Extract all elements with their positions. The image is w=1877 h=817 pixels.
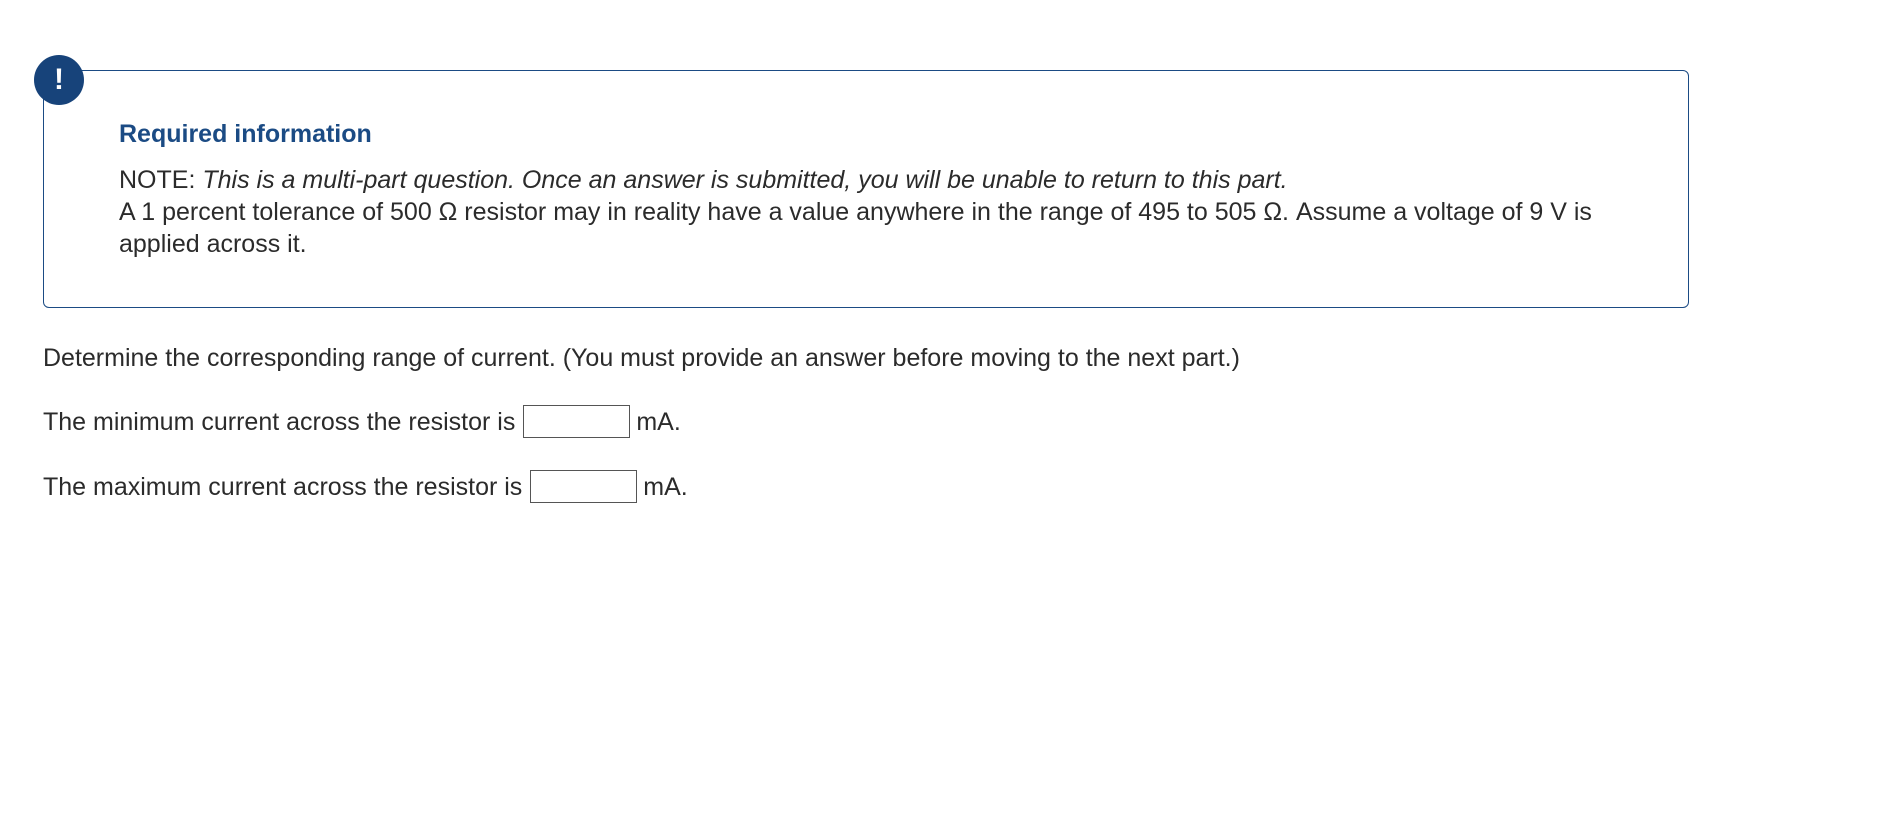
min-current-row xyxy=(43,405,681,438)
note-line xyxy=(119,164,1639,196)
info-title: Required information xyxy=(119,120,372,148)
note-text: This is a multi-part question. Once an answer is submitted, you will be unable to return to this part. xyxy=(202,166,1288,194)
note-label: NOTE: xyxy=(119,166,196,194)
problem-statement: A 1 percent tolerance of 500 Ω resistor may in reality have a value anywhere in the range of 495 to 505 Ω. Assume a voltage of 9 V is applied across it. xyxy=(119,198,1592,258)
max-current-unit: mA. xyxy=(643,472,688,501)
question-prompt: Determine the corresponding range of current. (You must provide an answer before moving to the next part.) xyxy=(43,344,1240,372)
required-information-panel xyxy=(43,70,1689,308)
max-current-label: The maximum current across the resistor is xyxy=(43,472,523,501)
min-current-unit: mA. xyxy=(636,407,681,436)
max-current-row xyxy=(43,470,688,503)
max-current-input[interactable] xyxy=(530,470,637,503)
min-current-input[interactable] xyxy=(523,405,630,438)
exclamation-icon: ! xyxy=(34,55,84,105)
min-current-label: The minimum current across the resistor is xyxy=(43,407,516,436)
info-body xyxy=(119,164,1639,260)
